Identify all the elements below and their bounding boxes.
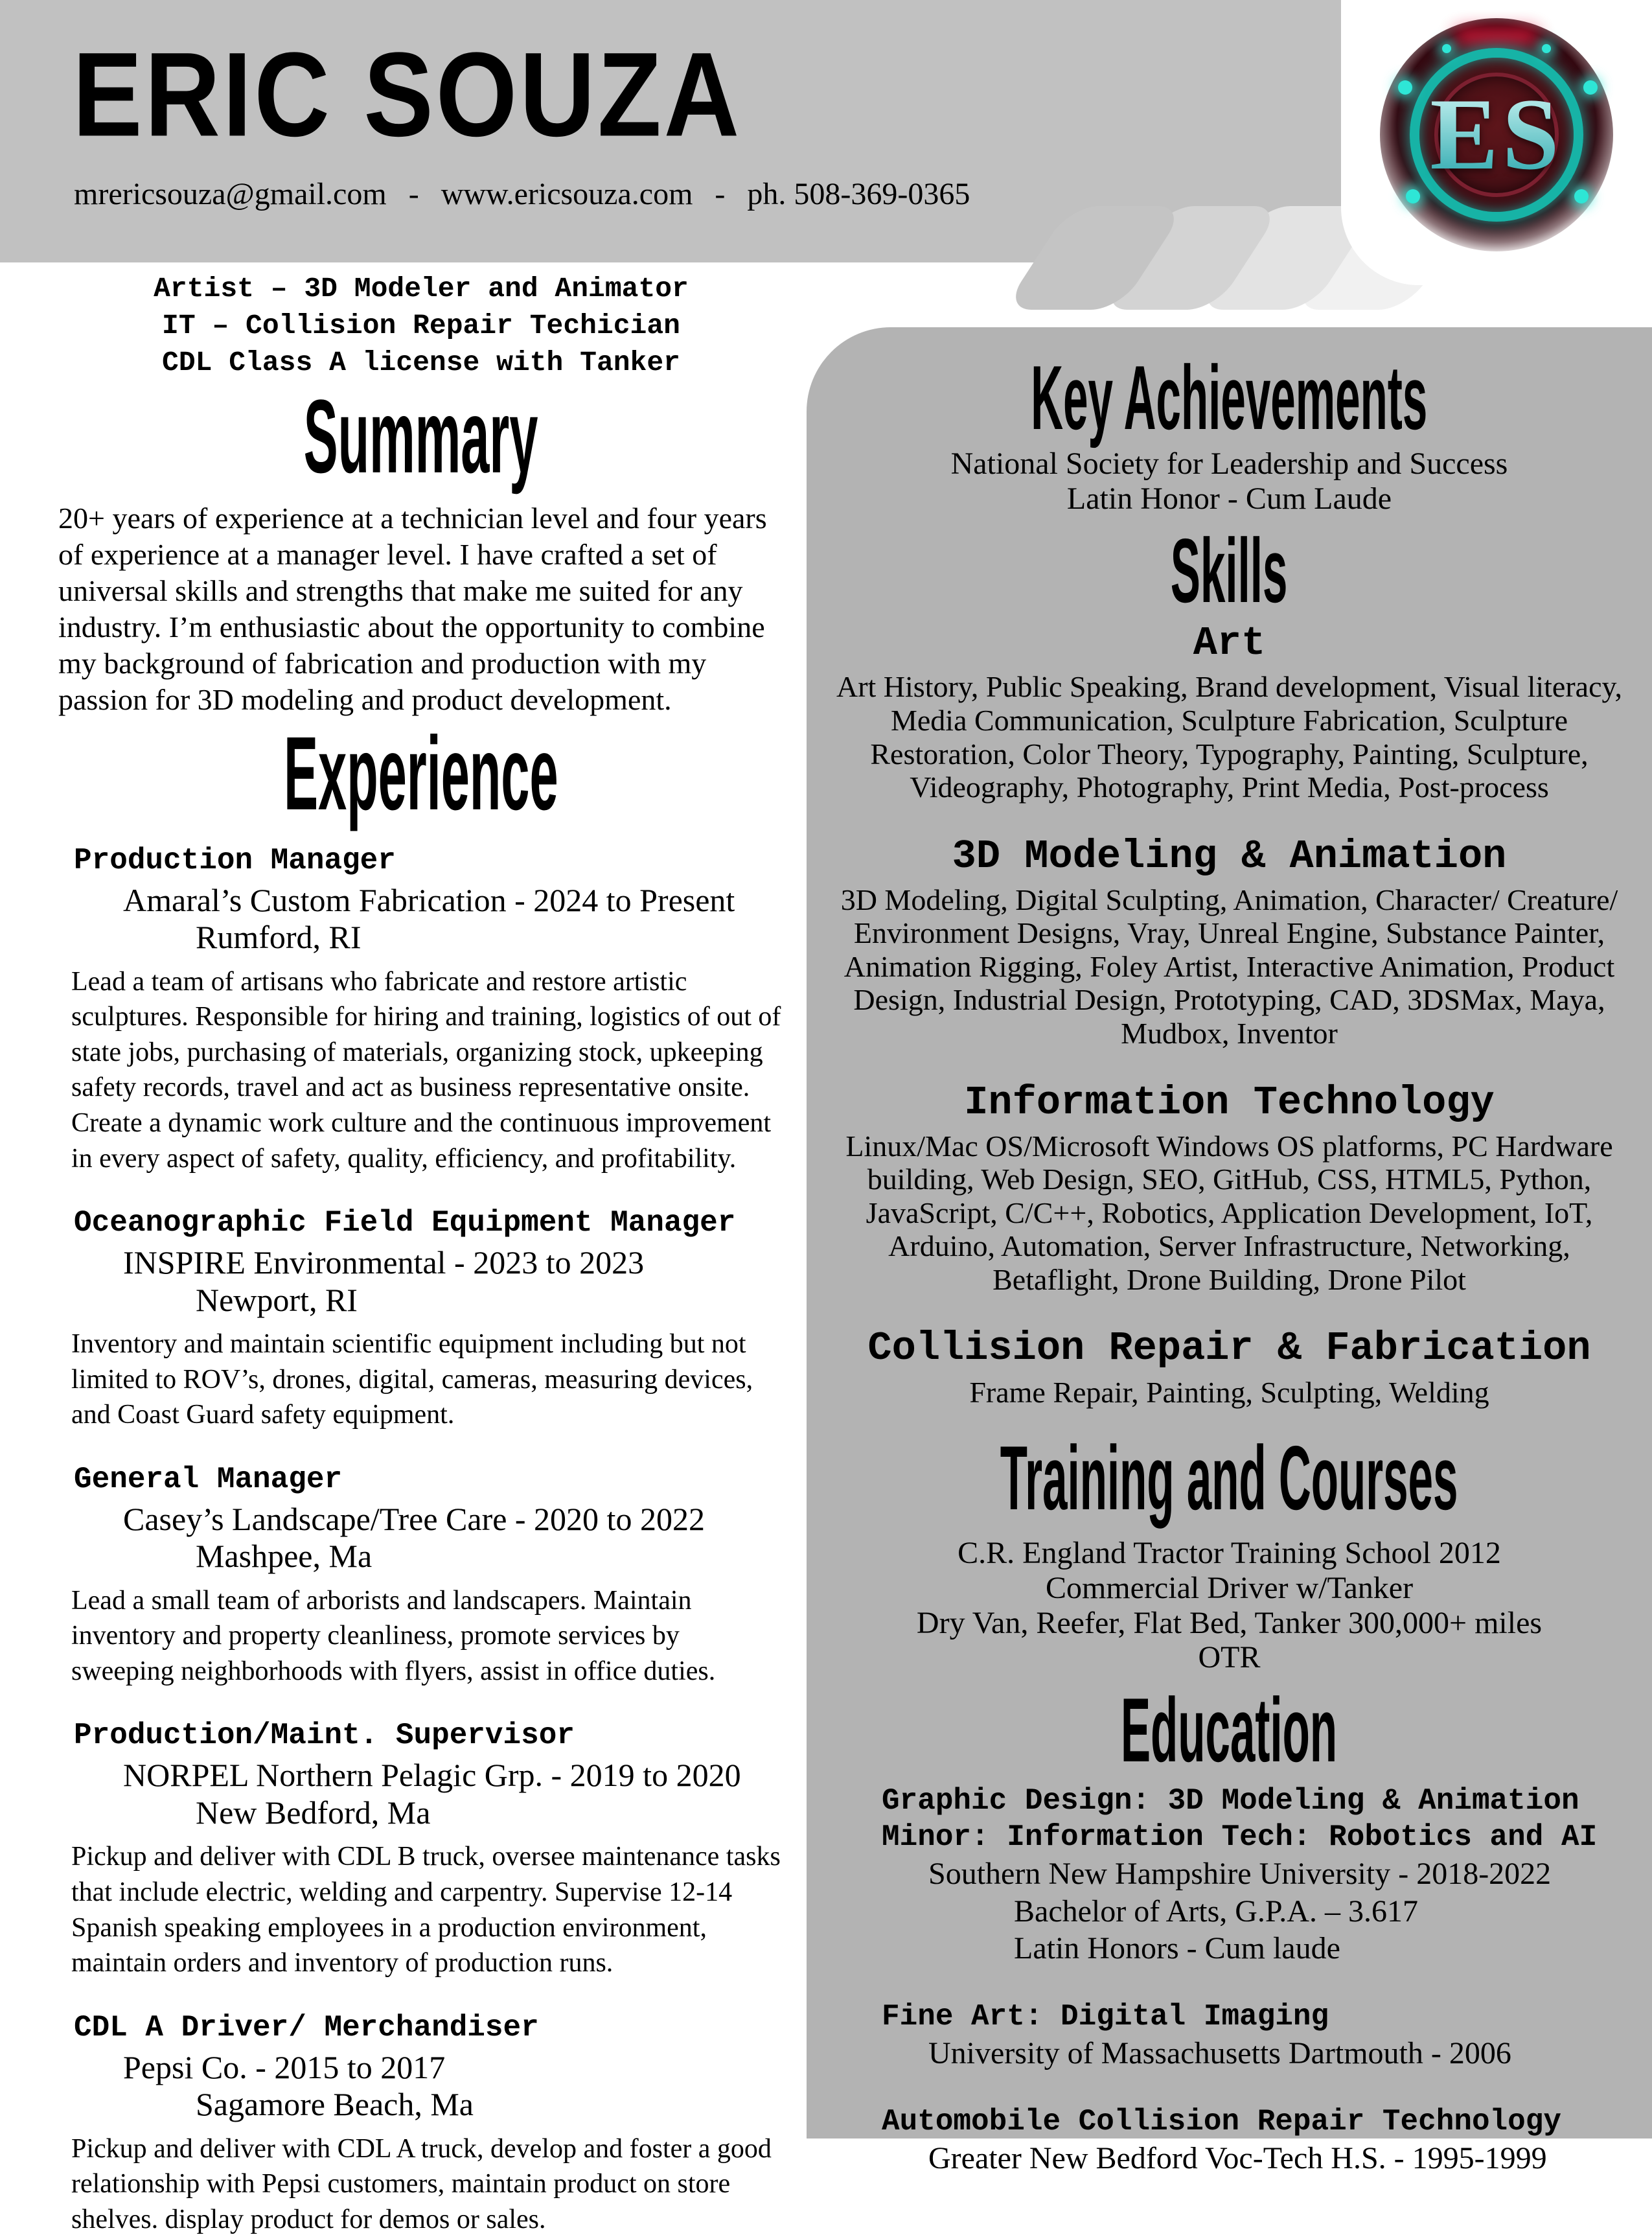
training-item: Dry Van, Reefer, Flat Bed, Tanker 300,000+ miles — [916, 1605, 1543, 1640]
education-entry — [807, 2104, 1652, 2177]
experience-heading: Experience — [284, 715, 558, 833]
job-title: Production Manager — [74, 843, 396, 877]
job-location: Sagamore Beach, Ma — [196, 2086, 474, 2123]
logo-panel — [1341, 0, 1652, 285]
logo-initials: ES — [1380, 18, 1613, 251]
education-degree: Graphic Design: 3D Modeling & Animation — [882, 1783, 1579, 1818]
job-company: Amaral’s Custom Fabrication - 2024 to Present — [123, 881, 735, 918]
job-description: Lead a small team of arborists and landscapers. Maintain inventory and property cleanliness, promote services by sweeping neighborhoods with flyers, assist in office duties. — [71, 1585, 716, 1686]
education-credential: Bachelor of Arts, G.P.A. – 3.617 — [1014, 1894, 1418, 1929]
achievements-heading: Key Achievements — [1031, 346, 1428, 448]
education-heading: Education — [1121, 1678, 1338, 1781]
job-title: Production/Maint. Supervisor — [74, 1719, 575, 1753]
job-entry — [58, 844, 784, 1176]
education-entry — [807, 1999, 1652, 2072]
job-company: INSPIRE Environmental - 2023 to 2023 — [123, 1244, 645, 1281]
job-entry — [58, 1719, 784, 1980]
education-degree: Fine Art: Digital Imaging — [882, 1999, 1329, 2034]
skill-group-items: Art History, Public Speaking, Brand development, Visual literacy, Media Communication, Sculpture Fabrication, Sculpture Restoration, Color Theory, Typography, Painting, Sculpture, Videography, Photography, Print Media, Post-process — [836, 670, 1623, 804]
job-description: Inventory and maintain scientific equipment including but not limited to ROV’s, drones, digital, cameras, measuring devices, and Coast Guard safety equipment. — [71, 1329, 753, 1430]
education-school: Southern New Hampshire University - 2018-2022 — [928, 1857, 1552, 1892]
job-description: Pickup and deliver with CDL A truck, develop and foster a good relationship with Pepsi customers, maintain product on store shelves. display product for demos or sales. — [71, 2133, 772, 2234]
skill-group-items: Linux/Mac OS/Microsoft Windows OS platforms, PC Hardware building, Web Design, SEO, GitHub, CSS, HTML5, Python, JavaScript, C/C++, Robotics, Application Development, IoT, Arduino, Automation, Server Infrastructure, Networking, Betaflight, Drone Building, Drone Pilot — [845, 1129, 1613, 1296]
job-title: Oceanographic Field Equipment Manager — [74, 1206, 736, 1240]
training-item: OTR — [1198, 1640, 1261, 1675]
education-degree: Automobile Collision Repair Technology — [882, 2104, 1561, 2138]
job-entry — [58, 1206, 784, 1433]
achievement-item: National Society for Leadership and Success — [950, 446, 1508, 481]
professional-titles — [58, 271, 784, 381]
title-line: Artist – 3D Modeler and Animator — [154, 273, 689, 305]
left-column — [58, 271, 784, 2237]
skills-heading: Skills — [1171, 519, 1288, 622]
education-minor: Minor: Information Tech: Robotics and AI — [882, 1820, 1598, 1855]
education-entry — [807, 1783, 1652, 1967]
job-description: Pickup and deliver with CDL B truck, oversee maintenance tasks that include electric, welding and carpentry. Supervise 12-14 Spanish speaking employees in a production environment, maintain orders and inventory of production runs. — [71, 1842, 781, 1978]
email-text[interactable]: mrericsouza@gmail.com — [74, 177, 387, 211]
skill-group-name: Information Technology — [964, 1079, 1495, 1126]
contact-separator: - — [408, 177, 419, 211]
achievement-item: Latin Honor - Cum Laude — [1066, 481, 1392, 516]
job-company: Pepsi Co. - 2015 to 2017 — [123, 2048, 446, 2085]
education-school: Greater New Bedford Voc-Tech H.S. - 1995-1999 — [928, 2140, 1547, 2175]
skill-group-items: Frame Repair, Painting, Sculpting, Welding — [969, 1375, 1489, 1409]
website-text[interactable]: www.ericsouza.com — [441, 177, 693, 211]
phone-text: ph. 508-369-0365 — [747, 177, 970, 211]
right-panel — [807, 327, 1652, 2175]
title-line: IT – Collision Repair Techician — [162, 309, 680, 342]
job-entry — [58, 2011, 784, 2237]
summary-heading: Summary — [304, 378, 538, 496]
training-heading: Training and Courses — [1000, 1426, 1458, 1529]
education-school: University of Massachusetts Dartmouth - 2006 — [928, 2036, 1511, 2071]
job-title: CDL A Driver/ Merchandiser — [74, 2010, 539, 2045]
job-title: General Manager — [74, 1462, 343, 1496]
skill-group-name: Art — [1193, 620, 1266, 667]
job-location: Mashpee, Ma — [196, 1538, 373, 1575]
contact-separator: - — [715, 177, 726, 211]
contact-line — [74, 176, 970, 212]
job-company: NORPEL Northern Pelagic Grp. - 2019 to 2020 — [123, 1757, 741, 1794]
education-honors: Latin Honors - Cum laude — [1014, 1931, 1340, 1966]
job-location: Rumford, RI — [196, 919, 361, 956]
title-line: CDL Class A license with Tanker — [162, 346, 680, 378]
job-location: Newport, RI — [196, 1281, 358, 1318]
skill-group-name: Collision Repair & Fabrication — [867, 1325, 1591, 1372]
job-entry — [58, 1463, 784, 1689]
summary-paragraph: 20+ years of experience at a technician level and four years of experience at a manager level. I have crafted a set of universal skills and strengths that make me suited for any industry. I’m enthusiastic about the opportunity to combine my background of fabrication and production with my passion for 3D modeling and product development. — [58, 501, 767, 717]
training-item: C.R. England Tractor Training School 2012 — [958, 1536, 1501, 1571]
job-company: Casey’s Landscape/Tree Care - 2020 to 2022 — [123, 1500, 705, 1537]
es-logo — [1380, 18, 1613, 251]
skill-group-items: 3D Modeling, Digital Sculpting, Animation, Character/ Creature/ Environment Designs, Vray, Unreal Engine, Substance Painter, Animation Rigging, Foley Artist, Interactive Animation, Product Design, Industrial Design, Prototyping, CAD, 3DSMax, Maya, Mudbox, Inventor — [840, 883, 1618, 1050]
person-name: ERIC SOUZA — [73, 27, 742, 162]
job-description: Lead a team of artisans who fabricate and restore artistic sculptures. Responsible for hiring and training, logistics of out of state jobs, purchasing of materials, organizing stock, upkeeping safety records, travel and act as business representative onsite. Create a dynamic work culture and the continuous improvement in every aspect of safety, quality, efficiency, and profitability. — [71, 966, 781, 1174]
training-item: Commercial Driver w/Tanker — [1045, 1570, 1414, 1605]
job-location: New Bedford, Ma — [196, 1794, 431, 1831]
skill-group-name: 3D Modeling & Animation — [952, 833, 1507, 879]
